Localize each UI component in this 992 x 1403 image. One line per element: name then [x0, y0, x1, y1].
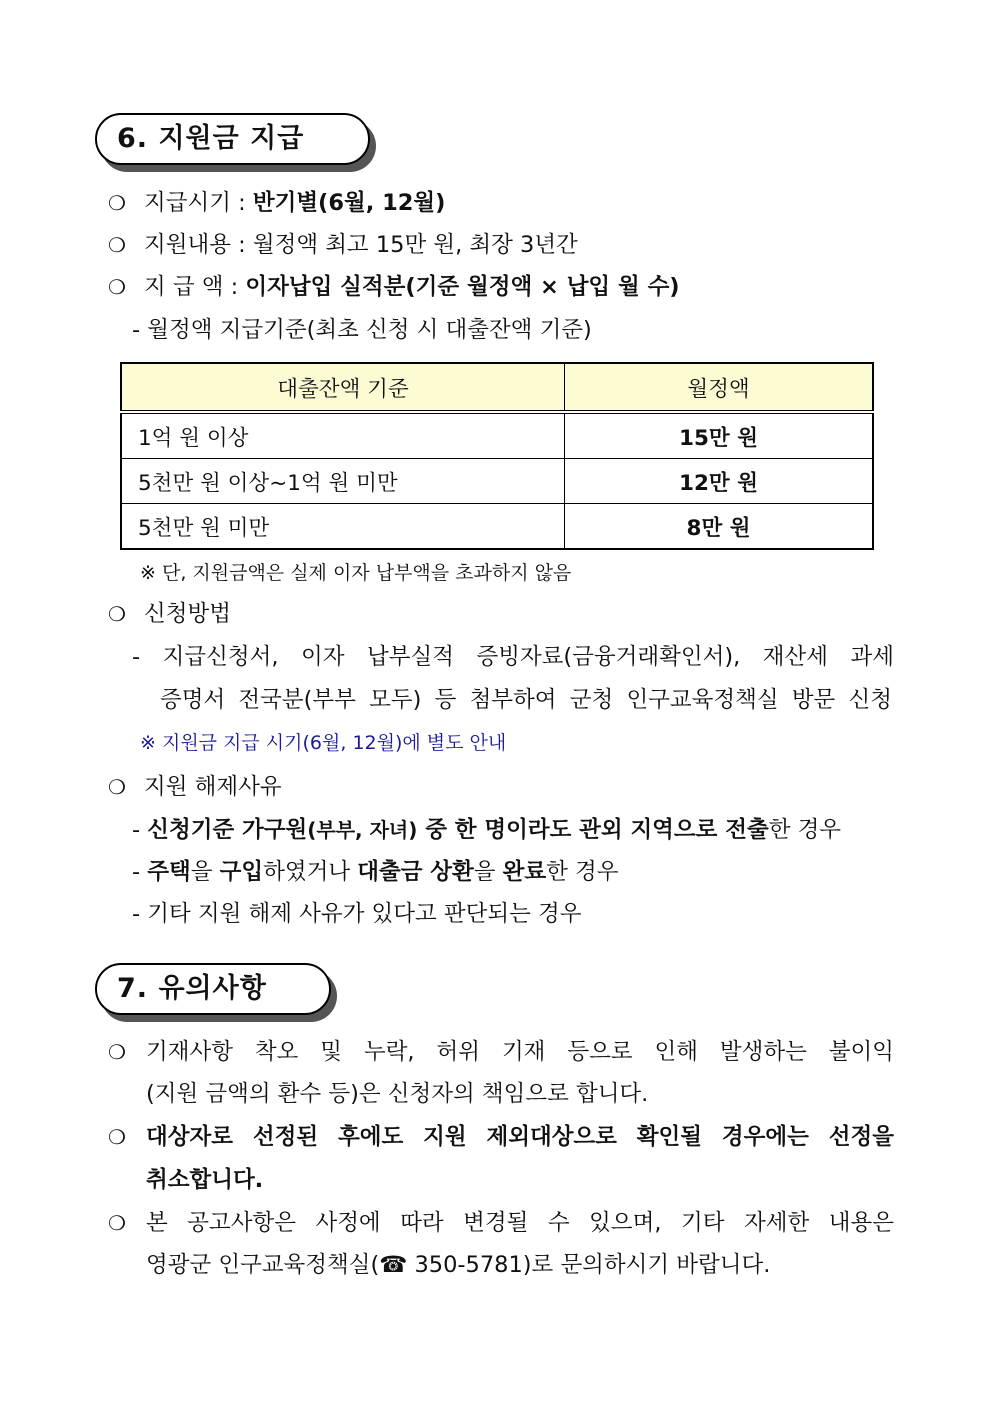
table-row	[121, 459, 873, 504]
caution-3-line-2: 영광군 인구교육정책실(☎ 350-5781)로 문의하시기 바랍니다.	[146, 1252, 771, 1278]
monthly-amount-table	[120, 362, 874, 550]
circle-bullet-icon: ❍	[108, 275, 126, 299]
timing-label: 지급시기 :	[144, 190, 246, 216]
amount-value: 이자납입 실적분(기준 월정액 × 납입 월 수)	[245, 274, 680, 300]
table-header-cell: 대출잔액 기준	[121, 363, 565, 412]
section-6-heading	[95, 113, 370, 165]
cancel-r1-end: 한 경우	[768, 817, 842, 843]
table-cell-amount: 15만 원	[565, 412, 874, 459]
caution-2-line-1: 대상자로 선정된 후에도 지원 제외대상으로 확인될 경우에는 선정을	[146, 1124, 894, 1150]
cancel-r1-mid: 중 한 명이라도	[417, 817, 580, 843]
apply-note: ※ 지원금 지급 시기(6월, 12월)에 별도 안내	[140, 732, 507, 754]
cancel-reason-2	[132, 857, 618, 887]
cancel-r2-text-3: 을	[473, 859, 503, 885]
caution-item-3	[108, 1208, 144, 1238]
cancel-r2-text-1: 을	[190, 859, 220, 885]
caution-2-line-2: 취소합니다.	[146, 1167, 264, 1193]
table-cell-amount: 12만 원	[565, 459, 874, 504]
cancel-reason-3	[132, 899, 581, 929]
circle-bullet-icon: ❍	[108, 233, 126, 257]
table-cell-amount: 8만 원	[565, 504, 874, 550]
cancel-label: 지원 해제사유	[144, 774, 282, 800]
cancel-r2-bold-4: 완료	[502, 859, 547, 885]
cancel-r2-text-2: 하였거나	[263, 859, 358, 885]
cancel-r2-text-4: 한 경우	[546, 859, 619, 885]
apply-item	[108, 599, 231, 629]
cancel-r3-text: 기타 지원 해제 사유가 있다고 판단되는 경우	[147, 901, 582, 927]
table-header-cell: 월정액	[565, 363, 874, 412]
cancel-r2-bold-3: 대출금 상환	[357, 859, 474, 885]
caution-1-line-1: 기재사항 착오 및 누락, 허위 기재 등으로 인해 발생하는 불이익	[146, 1039, 894, 1065]
amount-item	[108, 272, 680, 302]
dash-glyph: -	[132, 859, 141, 885]
circle-bullet-icon: ❍	[108, 1125, 126, 1149]
cancel-item	[108, 772, 282, 802]
cancel-r1-bold-2: 관외 지역으로 전출	[579, 817, 769, 843]
timing-value: 반기별(6월, 12월)	[252, 190, 446, 216]
section-7-heading	[95, 963, 331, 1015]
content-item	[108, 230, 578, 260]
table-row	[121, 412, 873, 459]
apply-line-2: 증명서 전국분(부부 모두) 등 첨부하여 군청 인구교육정책실 방문 신청	[160, 687, 892, 713]
cancel-r2-bold-1: 주택	[147, 859, 191, 885]
circle-bullet-icon: ❍	[108, 1040, 126, 1064]
table-cell-balance: 5천만 원 미만	[121, 504, 565, 550]
dash-glyph: -	[132, 817, 141, 843]
table-cell-balance: 5천만 원 이상~1억 원 미만	[121, 459, 565, 504]
standard-subitem: - 월정액 지급기준(최초 신청 시 대출잔액 기준)	[132, 317, 592, 343]
apply-line-1: - 지급신청서, 이자 납부실적 증빙자료(금융거래확인서), 재산세 과세	[132, 644, 894, 670]
caution-item-1	[108, 1037, 144, 1067]
amount-label: 지 급 액 :	[144, 274, 239, 300]
cancel-r1-paren: (부부, 자녀)	[307, 818, 418, 842]
section-7-title: 7. 유의사항	[117, 973, 267, 1004]
table-row	[121, 504, 873, 550]
table-note: ※ 단, 지원금액은 실제 이자 납부액을 초과하지 않음	[140, 562, 572, 584]
cancel-r1-bold-1: 신청기준 가구원	[147, 817, 308, 843]
circle-bullet-icon: ❍	[108, 602, 126, 626]
circle-bullet-icon: ❍	[108, 191, 126, 215]
caution-3-line-1: 본 공고사항은 사정에 따라 변경될 수 있으며, 기타 자세한 내용은	[146, 1210, 894, 1236]
apply-label: 신청방법	[144, 601, 231, 627]
content-label: 지원내용 :	[144, 232, 246, 258]
circle-bullet-icon: ❍	[108, 775, 126, 799]
section-6-title: 6. 지원금 지급	[117, 123, 305, 154]
cancel-reason-1	[132, 815, 841, 845]
table-cell-balance: 1억 원 이상	[121, 412, 565, 459]
table-header-row	[121, 363, 873, 412]
timing-item	[108, 188, 445, 218]
circle-bullet-icon: ❍	[108, 1211, 126, 1235]
caution-item-2	[108, 1122, 144, 1152]
content-value: 월정액 최고 15만 원, 최장 3년간	[252, 232, 578, 258]
cancel-r2-bold-2: 구입	[219, 859, 264, 885]
caution-1-line-2: (지원 금액의 환수 등)은 신청자의 책임으로 합니다.	[146, 1081, 649, 1107]
dash-glyph: -	[132, 901, 141, 927]
